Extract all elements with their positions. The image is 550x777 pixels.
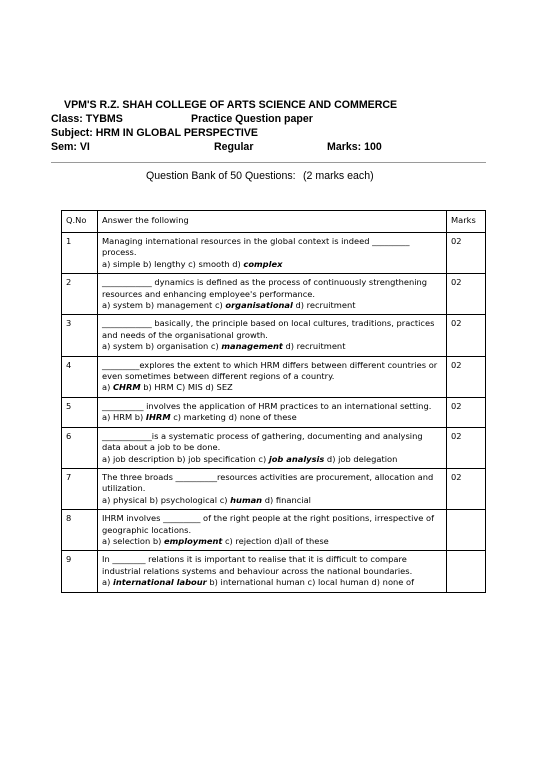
options-after-answer: d) recruitment xyxy=(282,341,346,352)
question-text: The three broads __________resources activities are procurement, allocation and utilization. xyxy=(102,471,434,494)
options-before-answer: a) xyxy=(102,382,113,393)
question-options xyxy=(102,259,442,270)
options-after-answer: c) rejection d)all of these xyxy=(222,535,329,546)
question-number: 9 xyxy=(62,551,98,592)
options-after-answer: b) international human c) local human d) none of xyxy=(206,577,415,588)
question-marks: 02 xyxy=(447,356,486,397)
question-number: 7 xyxy=(62,468,98,509)
sem-label: Sem: VI xyxy=(51,141,90,153)
marks-label: Marks: 100 xyxy=(327,141,382,153)
correct-answer: international labour xyxy=(112,577,207,588)
table-row xyxy=(62,274,486,315)
options-after-answer: b) HRM C) MIS d) SEZ xyxy=(140,382,233,393)
correct-answer: employment xyxy=(164,535,223,546)
question-marks: 02 xyxy=(447,427,486,468)
question-cell xyxy=(98,274,447,315)
question-cell xyxy=(98,397,447,427)
table-row xyxy=(62,356,486,397)
options-after-answer: d) job delegation xyxy=(324,453,398,464)
mode-label: Regular xyxy=(214,141,254,153)
header-qno: Q.No xyxy=(62,211,98,233)
question-text: IHRM involves _________ of the right people at the right positions, irrespective of geographic locations. xyxy=(102,513,435,535)
question-text: Managing international resources in the global context is indeed _________ process. xyxy=(102,236,410,258)
options-after-answer: d) recruitment xyxy=(292,300,356,311)
college-name: VPM'S R.Z. SHAH COLLEGE OF ARTS SCIENCE AND COMMERCE xyxy=(64,99,398,111)
question-text: In ________ relations it is important to realise that it is difficult to compare industrial relations systems and behaviour across the national boundaries. xyxy=(102,554,413,576)
options-after-answer: d) financial xyxy=(262,494,311,505)
question-bank-line xyxy=(146,170,374,182)
question-cell xyxy=(98,551,447,592)
options-before-answer: a) simple b) lengthy c) smooth d) xyxy=(102,258,244,269)
question-text: __________ involves the application of HRM practices to an international setting. xyxy=(102,400,432,411)
question-text: ____________ dynamics is defined as the process of continuously strengthening resources and enhancing employee's performance. xyxy=(102,277,428,299)
question-options xyxy=(102,412,442,423)
table-header-row xyxy=(62,211,486,233)
question-options xyxy=(102,382,442,393)
question-cell xyxy=(98,356,447,397)
options-before-answer: a) system b) management c) xyxy=(102,300,226,311)
correct-answer: complex xyxy=(243,258,283,269)
question-marks: 02 xyxy=(447,397,486,427)
table-row xyxy=(62,427,486,468)
question-cell xyxy=(98,510,447,551)
options-after-answer: c) marketing d) none of these xyxy=(170,412,297,423)
question-marks xyxy=(447,510,486,551)
question-text: _________explores the extent to which HRM differs between different countries or even sometimes between different regions of a country. xyxy=(102,359,438,382)
question-marks: 02 xyxy=(447,315,486,356)
question-number: 6 xyxy=(62,427,98,468)
question-marks: 02 xyxy=(447,468,486,509)
question-number: 5 xyxy=(62,397,98,427)
question-cell xyxy=(98,315,447,356)
options-before-answer: a) physical b) psychological c) xyxy=(102,494,231,505)
question-cell xyxy=(98,468,447,509)
question-text: ____________is a systematic process of gathering, documenting and analysing data about a job to be done. xyxy=(102,430,423,453)
question-number: 4 xyxy=(62,356,98,397)
correct-answer: organisational xyxy=(225,300,293,311)
question-options xyxy=(102,454,442,465)
class-label: Class: TYBMS xyxy=(51,113,123,125)
header-marks: Marks xyxy=(447,211,486,233)
question-cell xyxy=(98,427,447,468)
question-bank-marks: (2 marks each) xyxy=(303,170,374,182)
question-number: 8 xyxy=(62,510,98,551)
question-number: 1 xyxy=(62,233,98,274)
question-options xyxy=(102,300,442,311)
question-text: ____________ basically, the principle based on local cultures, traditions, practices and needs of the organisational growth. xyxy=(102,318,435,340)
question-number: 3 xyxy=(62,315,98,356)
header-divider xyxy=(51,162,486,163)
question-marks: 02 xyxy=(447,233,486,274)
options-before-answer: a) job description b) job specification c) xyxy=(102,453,269,464)
subject-label: Subject: HRM IN GLOBAL PERSPECTIVE xyxy=(51,127,258,139)
question-options xyxy=(102,341,442,352)
table-row xyxy=(62,315,486,356)
correct-answer: IHRM xyxy=(145,412,171,423)
paper-type: Practice Question paper xyxy=(191,113,313,125)
header-answer: Answer the following xyxy=(98,211,447,233)
table-row xyxy=(62,551,486,592)
options-before-answer: a) HRM b) xyxy=(102,412,146,423)
correct-answer: CHRM xyxy=(112,382,141,393)
options-before-answer: a) xyxy=(102,577,113,588)
question-bank-title: Question Bank of 50 Questions: xyxy=(146,170,296,182)
options-before-answer: a) system b) organisation c) xyxy=(102,341,222,352)
table-row xyxy=(62,510,486,551)
table-row xyxy=(62,397,486,427)
correct-answer: job analysis xyxy=(268,453,325,464)
table-row xyxy=(62,233,486,274)
question-options xyxy=(102,577,442,588)
options-before-answer: a) selection b) xyxy=(102,535,165,546)
question-marks: 02 xyxy=(447,274,486,315)
question-options xyxy=(102,495,442,506)
question-options xyxy=(102,536,442,547)
question-cell xyxy=(98,233,447,274)
correct-answer: management xyxy=(221,341,283,352)
question-marks xyxy=(447,551,486,592)
table-row xyxy=(62,468,486,509)
question-number: 2 xyxy=(62,274,98,315)
correct-answer: human xyxy=(230,494,263,505)
question-table xyxy=(61,210,486,593)
